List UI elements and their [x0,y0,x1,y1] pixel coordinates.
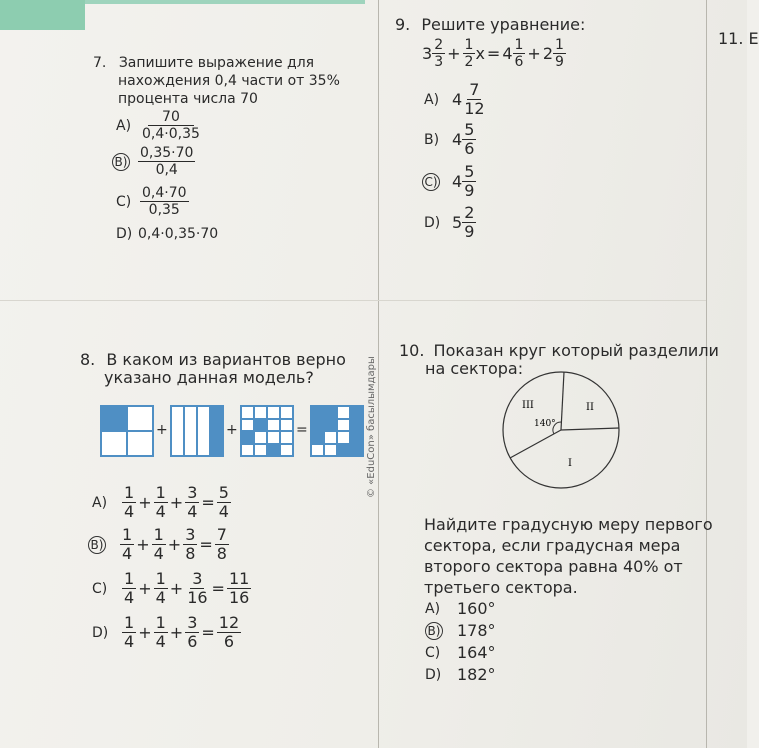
q7-b-numerator: 0,35·70 [140,145,194,161]
angle-label: 140° [534,419,556,429]
q10-text-1: Показан круг который разделили [433,341,719,360]
q7-text-2: нахождения 0,4 части от 35% [118,73,340,89]
q9-number: 9. [395,15,411,34]
q8-d-d3: 6 [187,632,198,651]
q8-c-plus-1: + [138,578,152,598]
q10-body-4: третьего сектора. [424,578,578,597]
q8-c-d4: 16 [228,588,250,607]
eq-d2: 2 [464,54,474,70]
q9-header [395,16,585,34]
q8-c-frac-1 [122,571,136,606]
q7-option-d-label: D) [116,226,133,242]
q7-option-d-text: 0,4·0,35·70 [138,226,219,242]
q8-a-plus-2: + [169,492,184,512]
q7-option-c-fraction [140,186,189,217]
q8-a-frac-3 [185,485,199,520]
q8-d-equals: = [201,622,215,642]
q9-c-d: 9 [464,181,475,200]
q7-option-a[interactable] [116,110,202,141]
q7-option-b[interactable] [112,146,195,177]
eq-frac-3 [513,38,526,69]
q8-b-d2: 4 [153,544,164,563]
q9-b-whole: 4 [452,129,463,149]
q8-d-n1: 1 [124,613,135,632]
q8-b-frac-2 [152,527,166,562]
q7-a-numerator: 70 [148,110,194,126]
q7-option-d[interactable] [116,225,218,243]
q9-b-d: 6 [464,139,475,158]
q9-c-fraction [462,164,476,199]
side-copyright [364,330,382,500]
eq-whole-4: 2 [542,43,554,63]
q9-option-c[interactable] [422,164,476,199]
header-teal-strip [85,0,365,4]
q8-b-plus-1: + [136,534,150,554]
eq-d4: 9 [555,54,564,70]
q10-option-b-value: 178° [457,621,496,640]
eq-frac-4 [553,38,566,69]
q7-text-3: процента числа 70 [118,91,258,107]
q10-body-3: второго сектора равна 40% от [424,557,683,576]
q8-c-d2: 4 [155,588,166,607]
q9-option-d-label: D) [424,214,441,231]
q8-b-n2: 1 [153,525,164,544]
q8-model-figure [100,405,365,457]
q10-body [424,514,713,598]
q8-d-plus-2: + [169,622,184,642]
radius-left [510,430,561,458]
sector-label-iii: III [522,400,534,411]
radius-right [561,428,619,430]
q8-a-n2: 1 [155,483,166,502]
q8-a-d3: 4 [187,502,198,521]
q8-c-frac-2 [154,571,168,606]
q8-a-d1: 4 [124,502,135,521]
sector-label-i: I [568,458,572,469]
q7-c-numerator: 0,4·70 [142,185,187,201]
q8-c-frac-4 [227,571,251,606]
q7-option-b-label-circled: B) [112,153,130,171]
q8-block [80,351,346,387]
q11-fragment: 11. Е [718,29,759,48]
eq-plus-2: + [527,43,541,63]
q10-option-c[interactable] [425,642,496,664]
q7-option-c[interactable] [116,186,189,217]
q8-b-frac-3 [183,527,197,562]
sector-label-ii: II [586,402,594,413]
q9-option-a[interactable] [424,82,487,117]
q8-d-frac-3 [185,615,199,650]
model-equals: = [296,422,308,438]
q8-b-equals: = [199,534,213,554]
q8-d-n4: 12 [218,613,240,632]
side-copyright-text: © «EduCon» басылымдары [366,356,377,498]
q8-text-1: В каком из вариантов верно [106,350,346,369]
eq-frac-2 [463,38,476,69]
q10-body-1: Найдите градусную меру первого [424,515,713,534]
q8-a-equals: = [201,492,215,512]
q8-d-n3: 3 [187,613,198,632]
eq-d1: 3 [434,54,444,70]
q10-option-d-value: 182° [457,665,496,684]
eq-n3: 1 [514,37,524,53]
eq-plus-1: + [447,43,461,63]
model-plus-2: + [226,422,238,438]
header-teal-block [0,0,85,30]
q10-option-c-label: C) [425,645,441,661]
q8-c-d1: 4 [124,588,135,607]
q8-d-d2: 4 [155,632,166,651]
radius-top [561,372,564,430]
q9-d-n: 2 [464,203,475,222]
eq-equals: = [486,43,501,63]
q9-d-fraction [462,205,476,240]
q8-d-d1: 4 [124,632,135,651]
model-square-result [310,405,364,457]
q8-c-n2: 1 [155,569,166,588]
q8-a-d4: 4 [218,502,229,521]
q8-b-frac-1 [120,527,134,562]
q7-option-a-label: A) [116,117,132,134]
q7-b-denominator: 0,4 [155,162,178,178]
q8-b-n3: 3 [185,525,196,544]
eq-whole-1: 3 [422,43,433,63]
q10-option-d[interactable] [425,664,496,686]
q8-option-c[interactable] [92,571,251,606]
q8-c-equals: = [211,578,225,598]
q8-option-b[interactable] [88,527,229,562]
q8-a-frac-1 [122,485,136,520]
q7-option-b-fraction [138,146,195,177]
q8-c-n3: 3 [192,569,203,588]
q8-d-n2: 1 [155,613,166,632]
q10-circle-diagram [496,380,636,500]
model-square-quarters [100,405,154,457]
q8-c-n1: 1 [124,569,135,588]
q8-d-frac-4 [217,615,241,650]
q9-option-b-label: B) [424,131,440,148]
q10-option-b[interactable] [425,620,496,642]
q8-option-a-label: A) [92,494,108,511]
eq-whole-3: 4 [502,43,513,63]
q8-option-a[interactable] [92,485,231,520]
q9-d-d: 9 [464,222,475,241]
q8-b-plus-2: + [167,534,182,554]
q9-a-n: 7 [469,80,480,99]
q8-b-d4: 8 [216,544,227,563]
q8-text-2: указано данная модель? [104,368,314,387]
model-square-strips [170,405,224,457]
model-square-sixteenths [240,405,294,457]
q8-b-frac-4 [215,527,229,562]
q8-option-b-label-circled: B) [88,536,106,554]
q8-option-c-label: C) [92,580,108,597]
q8-d-plus-1: + [138,622,152,642]
q8-a-plus-1: + [138,492,152,512]
q8-b-n4: 7 [216,525,227,544]
q8-a-frac-2 [154,485,168,520]
q10-option-a-value: 160° [457,599,496,618]
q10-options [425,598,496,686]
q9-title: Решите уравнение: [421,15,586,34]
q8-a-frac-4 [217,485,231,520]
q9-c-n: 5 [464,162,475,181]
q9-d-whole: 5 [452,212,463,232]
q10-option-b-label-circled: B) [425,622,443,640]
q8-c-n4: 11 [228,569,250,588]
q8-option-d[interactable] [92,615,241,650]
q8-c-plus-2: + [169,578,184,598]
eq-d3: 6 [514,54,524,70]
q9-option-a-label: A) [424,91,440,108]
q9-a-whole: 4 [452,89,463,109]
header-band [0,0,747,18]
q8-option-d-label: D) [92,624,109,641]
q8-d-frac-1 [122,615,136,650]
q8-number: 8. [80,350,96,369]
eq-n4: 1 [555,37,564,53]
eq-frac-1 [432,38,445,69]
eq-n1: 2 [434,37,444,53]
q8-a-n4: 5 [218,483,229,502]
q10-option-a-label: A) [425,601,441,617]
q9-b-n: 5 [464,120,475,139]
eq-n2: 1 [464,37,474,53]
q9-a-fraction [462,82,486,117]
q8-b-d1: 4 [122,544,133,563]
q9-a-d: 12 [464,99,485,118]
q7-option-a-fraction [140,110,202,141]
q7-number: 7. [93,55,107,71]
q8-a-n1: 1 [124,483,135,502]
q9-b-fraction [462,122,476,157]
q10-number: 10. [399,341,425,360]
model-plus-1: + [156,422,168,438]
q9-option-c-label-circled: C) [422,173,440,191]
q9-option-d[interactable] [424,205,476,240]
q8-c-d3: 16 [187,588,208,607]
q7-text-1: Запишите выражение для [118,55,315,71]
q10-body-2: сектора, если градусная мера [424,536,681,555]
eq-x: x [475,43,485,63]
q10-option-d-label: D) [425,667,442,683]
q8-d-d4: 6 [223,632,235,651]
q10-option-c-value: 164° [457,643,496,662]
q9-c-whole: 4 [452,171,463,191]
q8-a-n3: 3 [187,483,198,502]
q8-c-frac-3 [185,571,209,606]
section-separator [0,300,706,301]
q7-c-denominator: 0,35 [148,202,180,218]
q8-a-d2: 4 [155,502,166,521]
q10-option-a[interactable] [425,598,496,620]
q7-block [93,54,340,108]
q7-option-c-label: C) [116,193,132,210]
q7-a-denominator: 0,4·0,35 [142,126,200,142]
q8-b-n1: 1 [122,525,133,544]
q8-b-d3: 8 [185,544,196,563]
q10-text-2: на сектора: [425,359,524,378]
q8-d-frac-2 [154,615,168,650]
q9-option-b[interactable] [424,122,476,157]
q9-equation [422,38,566,69]
